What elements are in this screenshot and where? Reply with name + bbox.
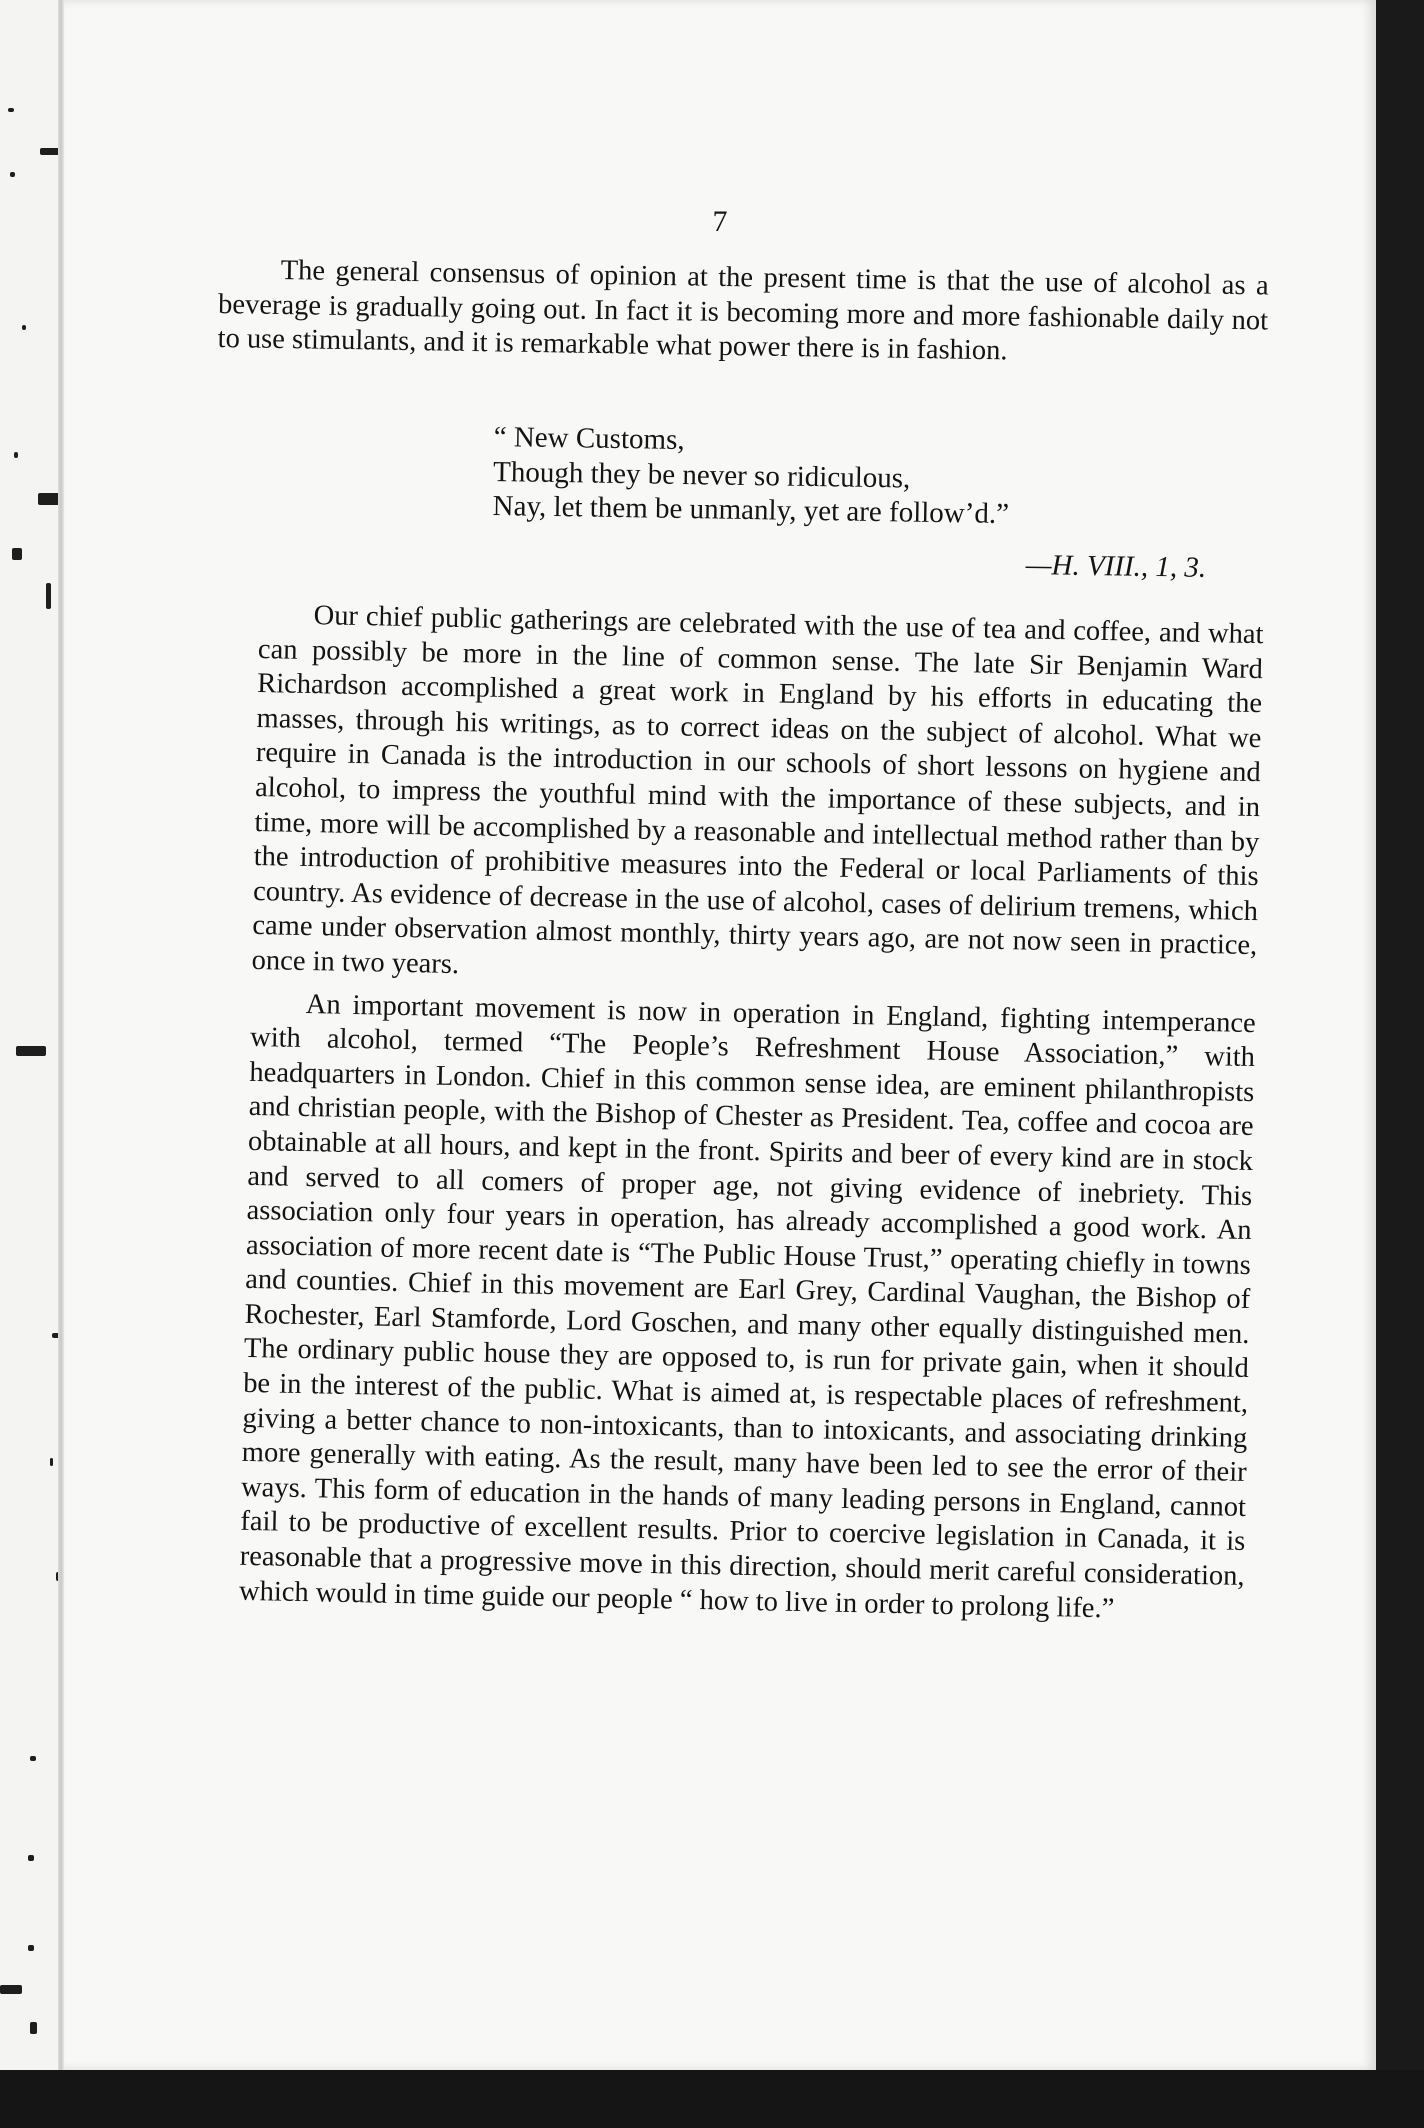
main-text-block bbox=[239, 598, 1264, 1629]
paragraph-refreshment-movement: An important movement is now in operation in England, fighting intemperance with alcohol, termed “The People’s Refreshment House Association,” with headquarters in London. Chief in this common sense idea, are eminent philanthropists and christian people, with the Bishop of Chester as President. Tea, coffee and cocoa are obtainable at all hours, and kept in the front. Spirits and beer of every kind are in stock and served to all comers of proper age, not giving evidence of inebriety. This association only four years in operation, has already accomplished a good work. An association of more recent date is “The Public House Trust,” operating chiefly in towns and counties. Chief in this movement are Earl Grey, Cardinal Vaughan, the Bishop of Rochester, Earl Stamforde, Lord Goschen, and many other equally distinguished men. The ordinary public house they are opposed to, is run for private gain, when it should be in the interest of the public. What is aimed at, is respectable places of refreshment, giving a better chance to non-intoxicants, than to intoxicants, and associating drinking more generally with eating. As the result, many have been led to see the error of their ways. This form of education in the hands of many leading persons in England, cannot fail to be productive of excellent results. Prior to coercive legislation in Canada, it is reasonable that a progressive move in this direction, should merit careful consideration, which would in time guide our people “ how to live in order to prolong life.” bbox=[238, 988, 1256, 1624]
verse-line-1: “ New Customs, bbox=[493, 420, 685, 456]
ink-speck bbox=[12, 548, 22, 560]
ink-speck bbox=[28, 1945, 34, 1951]
ink-speck bbox=[22, 325, 26, 330]
paragraph-public-gatherings: Our chief public gatherings are celebrated with the use of tea and coffee, and what can possibly be more in the line of common sense. The late Sir Benjamin Ward Richardson accomplished a great work in England by his efforts in educating the masses, through his writings, as to correct ideas on the subject of alcohol. What we require in Canada is the introduction in our schools of short lessons on hygiene and alcohol, to impress the youthful mind with the importance of these subjects, and in time, more will be accomplished by a reasonable and intellectual method rather than by the introduction of prohibitive measures into the Federal or local Parliaments of this country. As evidence of decrease in the use of alcohol, cases of delirium tremens, which came under observation almost monthly, thirty years ago, are not now seen in practice, once in two years. bbox=[251, 600, 1264, 981]
book-page bbox=[64, 0, 1376, 2070]
opening-text-block bbox=[217, 253, 1269, 373]
ink-speck bbox=[30, 2022, 37, 2034]
verse-line-3: Nay, let them be unmanly, yet are follow’d.” bbox=[492, 489, 1010, 531]
scan-bottom-border bbox=[0, 2070, 1424, 2128]
ink-speck bbox=[16, 1046, 46, 1056]
quote-attribution: —H. VIII., 1, 3. bbox=[1025, 549, 1207, 584]
ink-speck bbox=[14, 452, 18, 458]
quoted-verse bbox=[492, 420, 1254, 535]
ink-speck bbox=[30, 1756, 36, 1761]
ink-speck bbox=[50, 1458, 53, 1466]
paragraph-fashion: The general consensus of opinion at the present time is that the use of alcohol as a beverage is gradually going out. In fact it is becoming more and more fashionable daily not to use stimulants, and it is remarkable what power there is in fashion. bbox=[217, 254, 1269, 367]
ink-speck bbox=[0, 1985, 22, 1994]
ink-speck bbox=[10, 172, 15, 177]
ink-speck bbox=[28, 1855, 34, 1861]
ink-speck bbox=[8, 108, 14, 112]
page-number: 7 bbox=[712, 205, 728, 238]
ink-speck bbox=[46, 583, 51, 609]
verse-line-2: Though they be never so ridiculous, bbox=[492, 455, 911, 495]
